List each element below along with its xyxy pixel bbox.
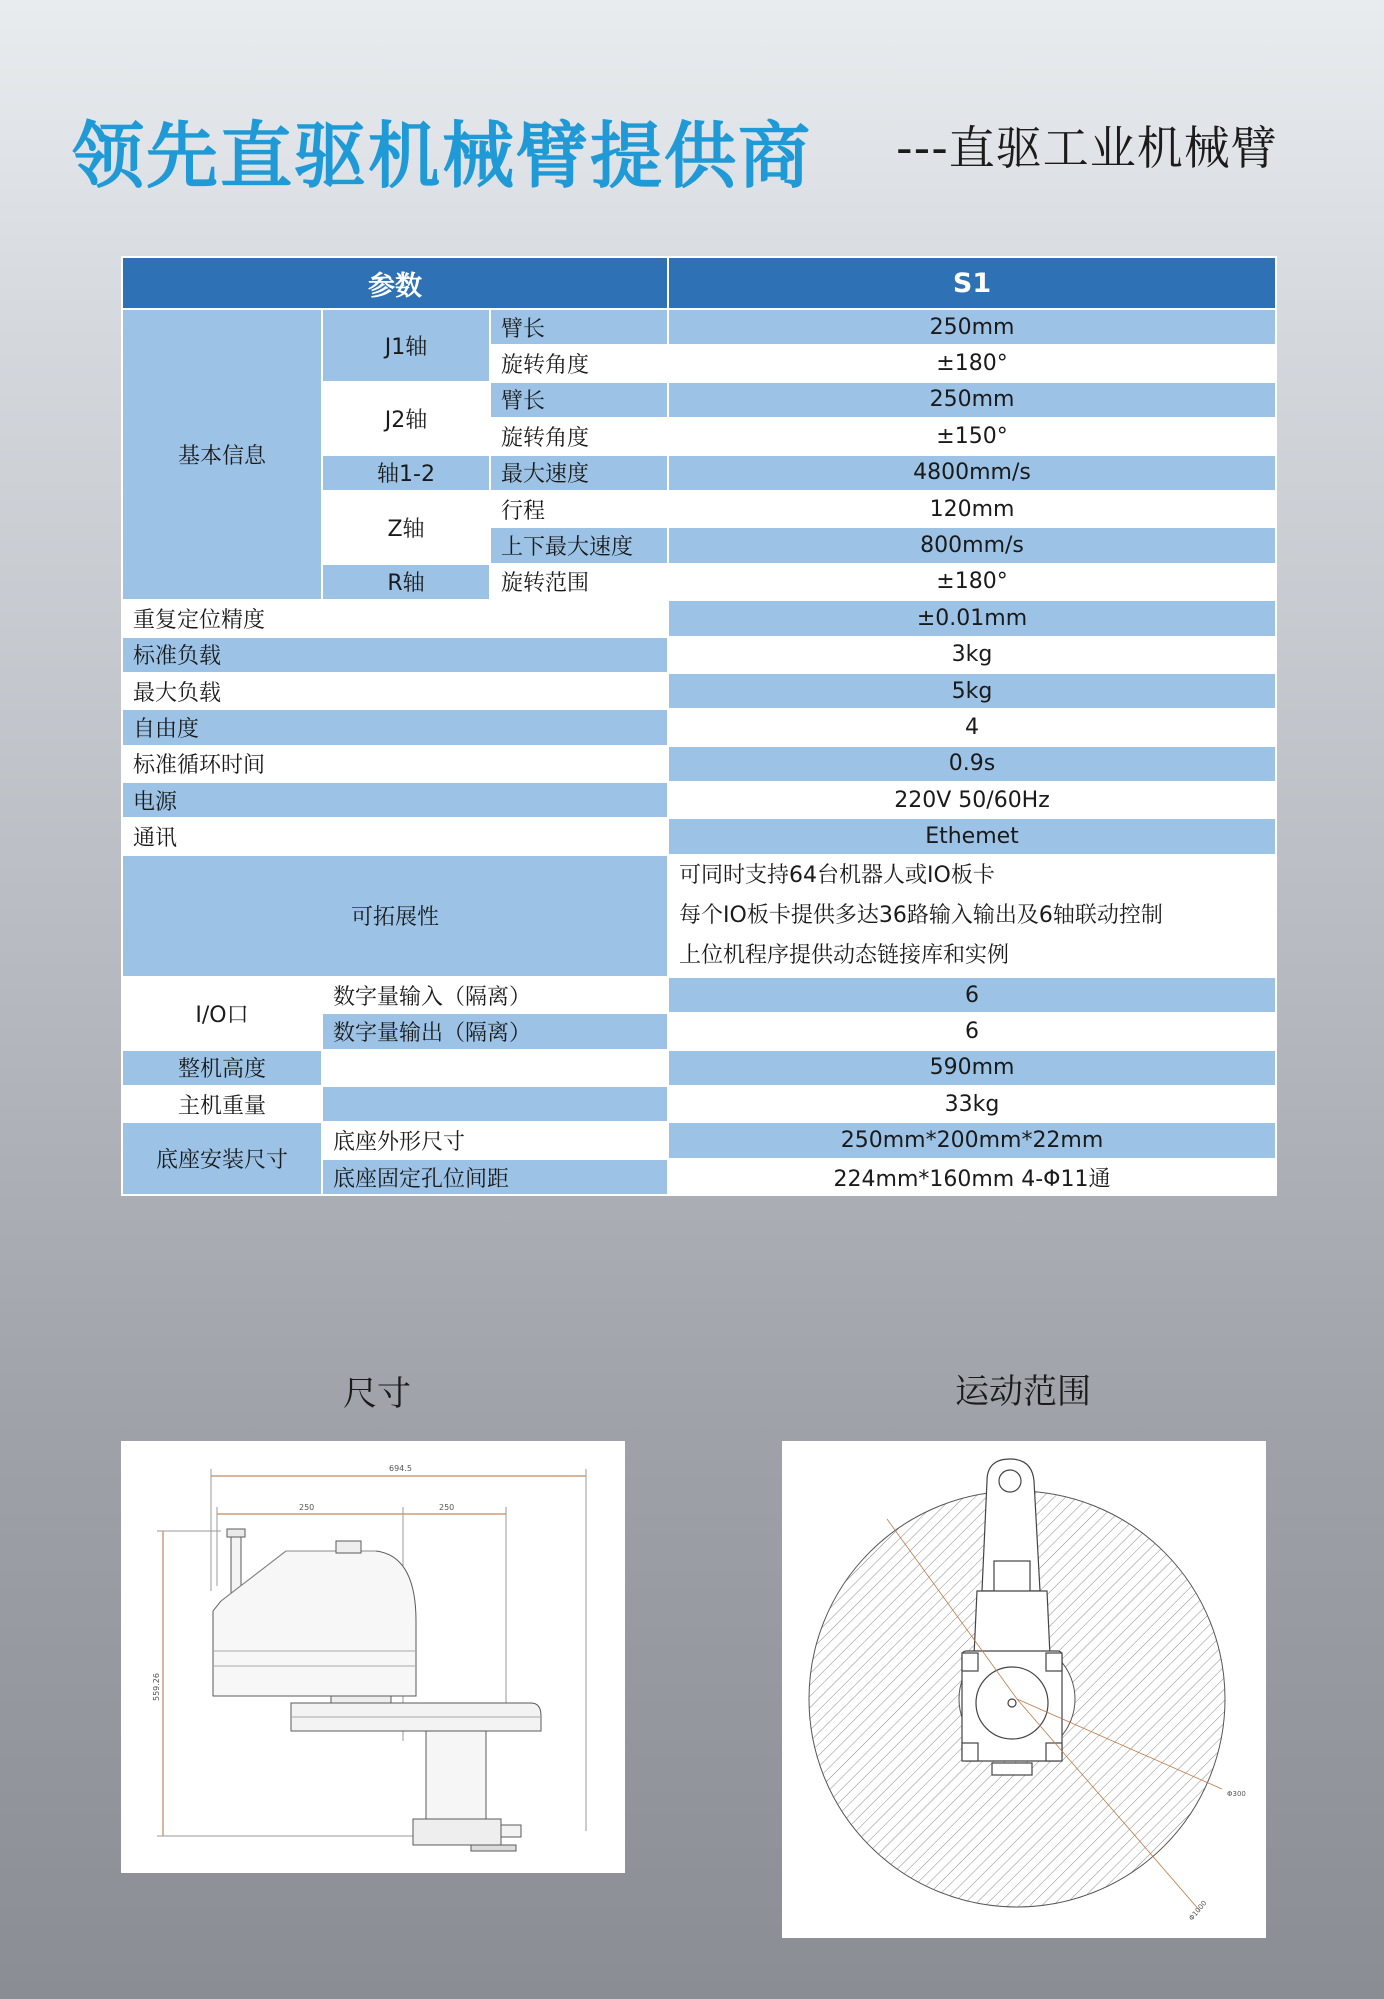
ext-label: 可拓展性 xyxy=(122,855,668,977)
table-row xyxy=(122,673,1276,709)
basic-info-label: 基本信息 xyxy=(122,309,322,600)
base-hole-label: 底座固定孔位间距 xyxy=(322,1159,668,1195)
z-axis-label: Z轴 xyxy=(322,491,490,564)
weight-label: 主机重量 xyxy=(122,1086,322,1122)
repeat-label: 重复定位精度 xyxy=(122,600,668,636)
base-outer-value: 250mm*200mm*22mm xyxy=(668,1122,1276,1158)
dof-value: 4 xyxy=(668,709,1276,745)
table-row xyxy=(122,637,1276,673)
table-row xyxy=(122,600,1276,636)
j2-rot-value: ±150° xyxy=(668,418,1276,454)
dim-arm2: 250 xyxy=(439,1503,455,1512)
weight-value: 33kg xyxy=(668,1086,1276,1122)
z-stroke-value: 120mm xyxy=(668,491,1276,527)
comm-label: 通讯 xyxy=(122,818,668,854)
page-title: 领先直驱机械臂提供商 xyxy=(72,114,813,198)
j2-rot-label: 旋转角度 xyxy=(490,418,668,454)
z-speed-value: 800mm/s xyxy=(668,527,1276,563)
j1-arm-label: 臂长 xyxy=(490,309,668,345)
z-speed-label: 上下最大速度 xyxy=(490,527,668,563)
outer-diameter-label: Φ1000 xyxy=(1187,1899,1209,1923)
height-value: 590mm xyxy=(668,1050,1276,1086)
j2-axis-label: J2轴 xyxy=(322,382,490,455)
weight-blank xyxy=(322,1086,668,1122)
axis12-label: 轴1-2 xyxy=(322,455,490,491)
repeat-value: ±0.01mm xyxy=(668,600,1276,636)
dim-arm1: 250 xyxy=(299,1503,315,1512)
page-subtitle: ---直驱工业机械臂 xyxy=(896,121,1278,175)
io-in-value: 6 xyxy=(668,977,1276,1013)
j1-rot-value: ±180° xyxy=(668,345,1276,381)
j2-arm-label: 臂长 xyxy=(490,382,668,418)
motion-range-title: 运动范围 xyxy=(955,1372,1091,1412)
header-param: 参数 xyxy=(122,257,668,309)
dof-label: 自由度 xyxy=(122,709,668,745)
j1-axis-label: J1轴 xyxy=(322,309,490,382)
dim-height: 559.26 xyxy=(152,1673,161,1701)
table-row xyxy=(122,977,1276,1013)
robot-side-view-drawing xyxy=(121,1441,625,1873)
power-label: 电源 xyxy=(122,782,668,818)
table-row xyxy=(122,818,1276,854)
std-load-label: 标准负载 xyxy=(122,637,668,673)
table-row xyxy=(122,1122,1276,1158)
power-value: 220V 50/60Hz xyxy=(668,782,1276,818)
ext-value xyxy=(668,855,1276,977)
io-label: I/O口 xyxy=(122,977,322,1050)
comm-value: Ethemet xyxy=(668,818,1276,854)
table-header-row xyxy=(122,257,1276,309)
max-load-value: 5kg xyxy=(668,673,1276,709)
motion-range-drawing xyxy=(782,1441,1266,1938)
ext-line: 可同时支持64台机器人或IO板卡 xyxy=(679,862,995,888)
std-load-value: 3kg xyxy=(668,637,1276,673)
dimension-drawing xyxy=(121,1441,625,1873)
axis12-speed-value: 4800mm/s xyxy=(668,455,1276,491)
table-row xyxy=(122,1050,1276,1086)
io-out-label: 数字量输出（隔离） xyxy=(322,1013,668,1049)
j1-rot-label: 旋转角度 xyxy=(490,345,668,381)
j1-arm-value: 250mm xyxy=(668,309,1276,345)
r-range-value: ±180° xyxy=(668,564,1276,600)
height-label: 整机高度 xyxy=(122,1050,322,1086)
table-row xyxy=(122,709,1276,745)
height-blank xyxy=(322,1050,668,1086)
inner-diameter-label: Φ300 xyxy=(1227,1790,1246,1798)
base-label: 底座安装尺寸 xyxy=(122,1122,322,1195)
table-row xyxy=(122,855,1276,977)
dimensions-title: 尺寸 xyxy=(343,1374,411,1414)
table-row xyxy=(122,782,1276,818)
table-row xyxy=(122,746,1276,782)
base-outer-label: 底座外形尺寸 xyxy=(322,1122,668,1158)
table-row xyxy=(122,309,1276,345)
io-in-label: 数字量输入（隔离） xyxy=(322,977,668,1013)
r-axis-label: R轴 xyxy=(322,564,490,600)
table-row xyxy=(122,1086,1276,1122)
cycle-value: 0.9s xyxy=(668,746,1276,782)
dim-total-width: 694.5 xyxy=(389,1464,412,1473)
header-model: S1 xyxy=(668,257,1276,309)
r-range-label: 旋转范围 xyxy=(490,564,668,600)
max-load-label: 最大负载 xyxy=(122,673,668,709)
j2-arm-value: 250mm xyxy=(668,382,1276,418)
robot-top-view-drawing xyxy=(782,1441,1266,1938)
ext-line: 每个IO板卡提供多达36路输入输出及6轴联动控制 xyxy=(679,902,1163,928)
cycle-label: 标准循环时间 xyxy=(122,746,668,782)
base-hole-value: 224mm*160mm 4-Φ11通 xyxy=(668,1159,1276,1195)
spec-table xyxy=(121,256,1277,1196)
z-stroke-label: 行程 xyxy=(490,491,668,527)
ext-line: 上位机程序提供动态链接库和实例 xyxy=(679,942,1010,968)
io-out-value: 6 xyxy=(668,1013,1276,1049)
axis12-speed-label: 最大速度 xyxy=(490,455,668,491)
